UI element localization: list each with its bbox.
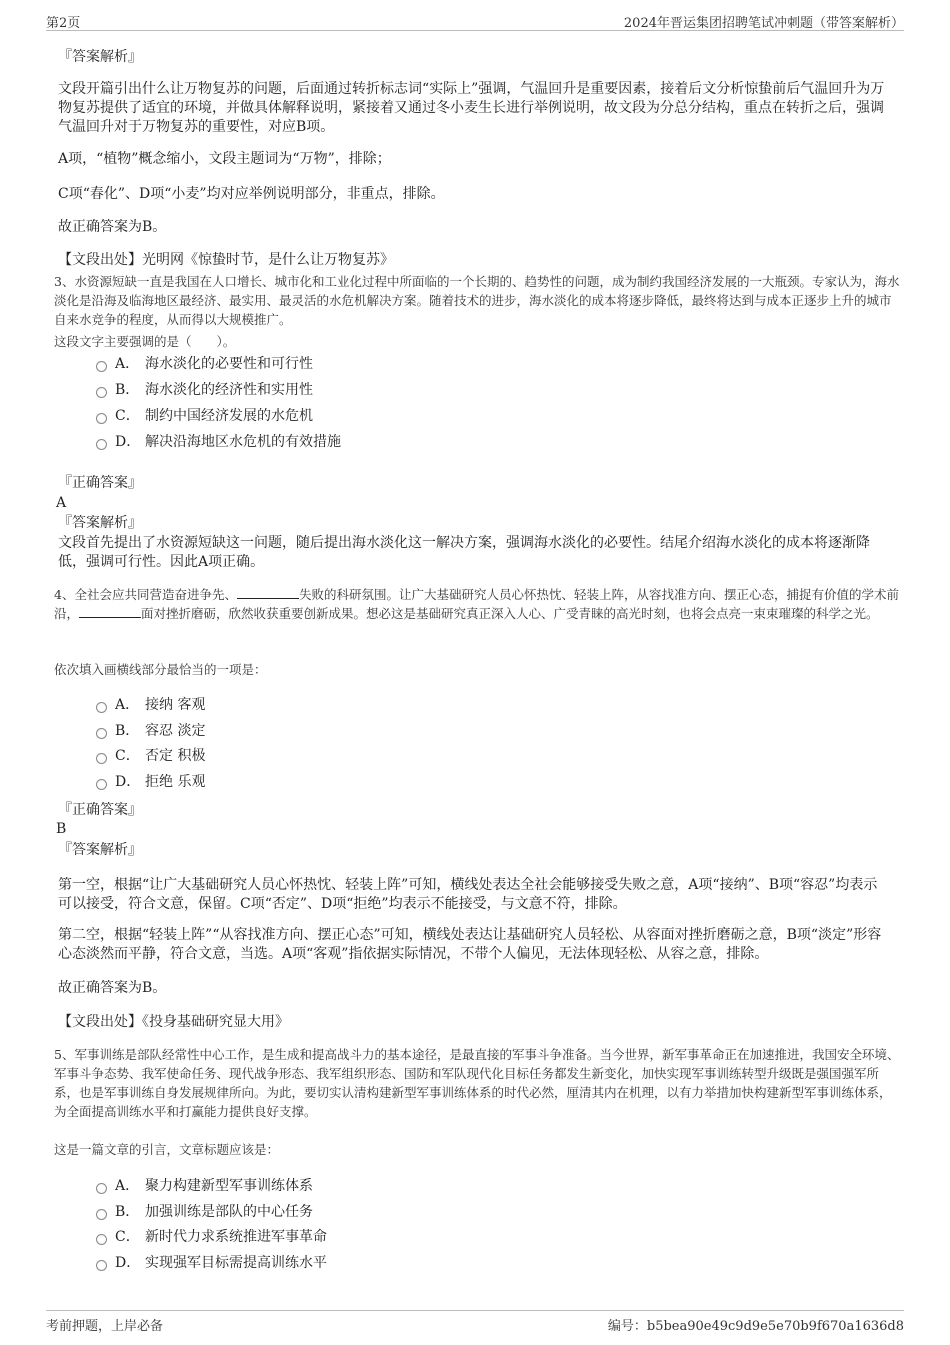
q4-analysis-conclusion: 故正确答案为B。 [58, 980, 167, 996]
q3-question: 这段文字主要强调的是（ ）。 [54, 334, 236, 349]
q3-analysis-heading: 『答案解析』 [58, 515, 142, 531]
radio-button[interactable] [96, 1260, 107, 1271]
radio-button[interactable] [96, 439, 107, 450]
q4-stem: 4、全社会应共同营造奋进争先、 失败的科研氛围。让广大基础研究人员心怀热忱、轻装上阵，从容找准方向、摆正心态，捕捉有价值的学术前沿， 面对挫折磨砺，欣然收获重要创新成果。想必这是基础研究真正深入人心、广受青睐的高光时刻，也将会点亮一束束璀璨的科学之光。 [54, 587, 899, 621]
q4-analysis-paragraph-2: 第二空，根据“轻装上阵”“从容找准方向、摆正心态”可知，横线处表达让基础研究人员轻松、从容面对挫折磨砺之意，B项“淡定”形容心态淡然而平静，符合文意，当选。A项“客观”指依据实际情况，不带个人偏见，无法体现轻松、从容之意，排除。 [58, 927, 882, 962]
q3-answer: A [56, 495, 67, 511]
q5-option-d[interactable]: D． 实现强军目标需提高训练水平 [96, 1253, 327, 1273]
q4-analysis-heading: 『答案解析』 [58, 842, 142, 858]
q2-analysis-heading: 『答案解析』 [58, 49, 142, 65]
q5-option-c[interactable]: C． 新时代力求系统推进军事革命 [96, 1227, 327, 1247]
q5-stem: 5、军事训练是部队经常性中心工作，是生成和提高战斗力的基本途径，是最直接的军事斗争准备。当今世界，新军事革命正在加速推进，我国安全环境、军事斗争态势、我军使命任务、现代战争形态、我军组织形态、国防和军队现代化目标任务都发生新变化，加快实现军事训练转型升级既是强国强军所系，也是军事训练自身发展规律所向。为此，要切实认清构建新型军事训练体系的时代必然，厘清其内在机理，以有力举措加快构建新型军事训练体系，为全面提高训练水平和打赢能力提供良好支撑。 [54, 1047, 900, 1119]
q2-source: 【文段出处】光明网《惊蛰时节，是什么让万物复苏》 [58, 252, 394, 268]
radio-button[interactable] [96, 1183, 107, 1194]
q3-option-b[interactable]: B． 海水淡化的经济性和实用性 [96, 380, 313, 400]
fill-blank-2 [79, 605, 141, 618]
q5-option-b[interactable]: B． 加强训练是部队的中心任务 [96, 1202, 313, 1222]
page-number: 第2页 [46, 16, 81, 31]
q3-answer-heading: 『正确答案』 [58, 475, 142, 491]
radio-button[interactable] [96, 728, 107, 739]
q4-option-a[interactable]: A． 接纳 客观 [96, 695, 205, 715]
document-code: 编号：b5bea90e49c9d9e5e70b9f670a1636d8 [607, 1319, 904, 1334]
radio-button[interactable] [96, 413, 107, 424]
q3-stem: 3、水资源短缺一直是我国在人口增长、城市化和工业化过程中所面临的一个长期的、趋势性的问题，成为制约我国经济发展的一大瓶颈。专家认为，海水淡化是沿海及临海地区最经济、最实用、最灵活的水危机解决方案。随着技术的进步，海水淡化的成本将逐步降低，最终将达到与成本正逐步上升的城市自来水竞争的程度，从而得以大规模推广。 [54, 274, 900, 327]
q3-option-a[interactable]: A． 海水淡化的必要性和可行性 [96, 354, 313, 374]
page-header [46, 10, 904, 31]
q3-option-d[interactable]: D． 解决沿海地区水危机的有效措施 [96, 432, 341, 452]
q2-analysis-paragraph-2: A项，“植物”概念缩小，文段主题词为“万物”，排除； [58, 151, 391, 167]
q4-option-d[interactable]: D． 拒绝 乐观 [96, 772, 205, 792]
q4-question: 依次填入画横线部分最恰当的一项是： [54, 662, 267, 677]
q2-analysis-paragraph-1: 文段开篇引出什么让万物复苏的问题，后面通过转折标志词“实际上”强调，气温回升是重要因素，接着后文分析惊蛰前后气温回升为万物复苏提供了适宜的环境，并做具体解释说明，紧接着又通过冬小麦生长进行举例说明，故文段为分总分结构，重点在转折之后，强调气温回升对于万物复苏的重要性，对应B项。 [58, 81, 885, 135]
document-title: 2024年晋运集团招聘笔试冲刺题（带答案解析） [623, 16, 904, 31]
q4-analysis-paragraph-1: 第一空，根据“让广大基础研究人员心怀热忱、轻装上阵”可知，横线处表达全社会能够接受失败之意，A项“接纳”、B项“容忍”均表示可以接受，符合文意，保留。C项“否定”、D项“拒绝”均表示不能接受，与文意不符，排除。 [58, 877, 878, 912]
q4-answer: B [56, 821, 67, 837]
q4-option-b[interactable]: B． 容忍 淡定 [96, 721, 205, 741]
q3-option-c[interactable]: C． 制约中国经济发展的水危机 [96, 406, 313, 426]
q2-analysis-paragraph-3: C项“春化”、D项“小麦”均对应举例说明部分，非重点，排除。 [58, 186, 445, 202]
radio-button[interactable] [96, 1209, 107, 1220]
q5-question: 这是一篇文章的引言，文章标题应该是： [54, 1142, 280, 1157]
radio-button[interactable] [96, 387, 107, 398]
q4-source: 【文段出处】《投身基础研究显大用》 [58, 1014, 289, 1030]
footer-slogan: 考前押题，上岸必备 [46, 1319, 164, 1334]
radio-button[interactable] [96, 779, 107, 790]
q5-option-a[interactable]: A． 聚力构建新型军事训练体系 [96, 1176, 313, 1196]
q4-option-c[interactable]: C． 否定 积极 [96, 746, 205, 766]
radio-button[interactable] [96, 1234, 107, 1245]
radio-button[interactable] [96, 753, 107, 764]
radio-button[interactable] [96, 702, 107, 713]
q3-analysis: 文段首先提出了水资源短缺这一问题，随后提出海水淡化这一解决方案，强调海水淡化的必要性。结尾介绍海水淡化的成本将逐渐降低，强调可行性。因此A项正确。 [58, 535, 870, 570]
q4-answer-heading: 『正确答案』 [58, 802, 142, 818]
page-footer [46, 1310, 904, 1333]
q2-analysis-conclusion: 故正确答案为B。 [58, 219, 167, 235]
fill-blank-1 [237, 586, 299, 599]
radio-button[interactable] [96, 361, 107, 372]
